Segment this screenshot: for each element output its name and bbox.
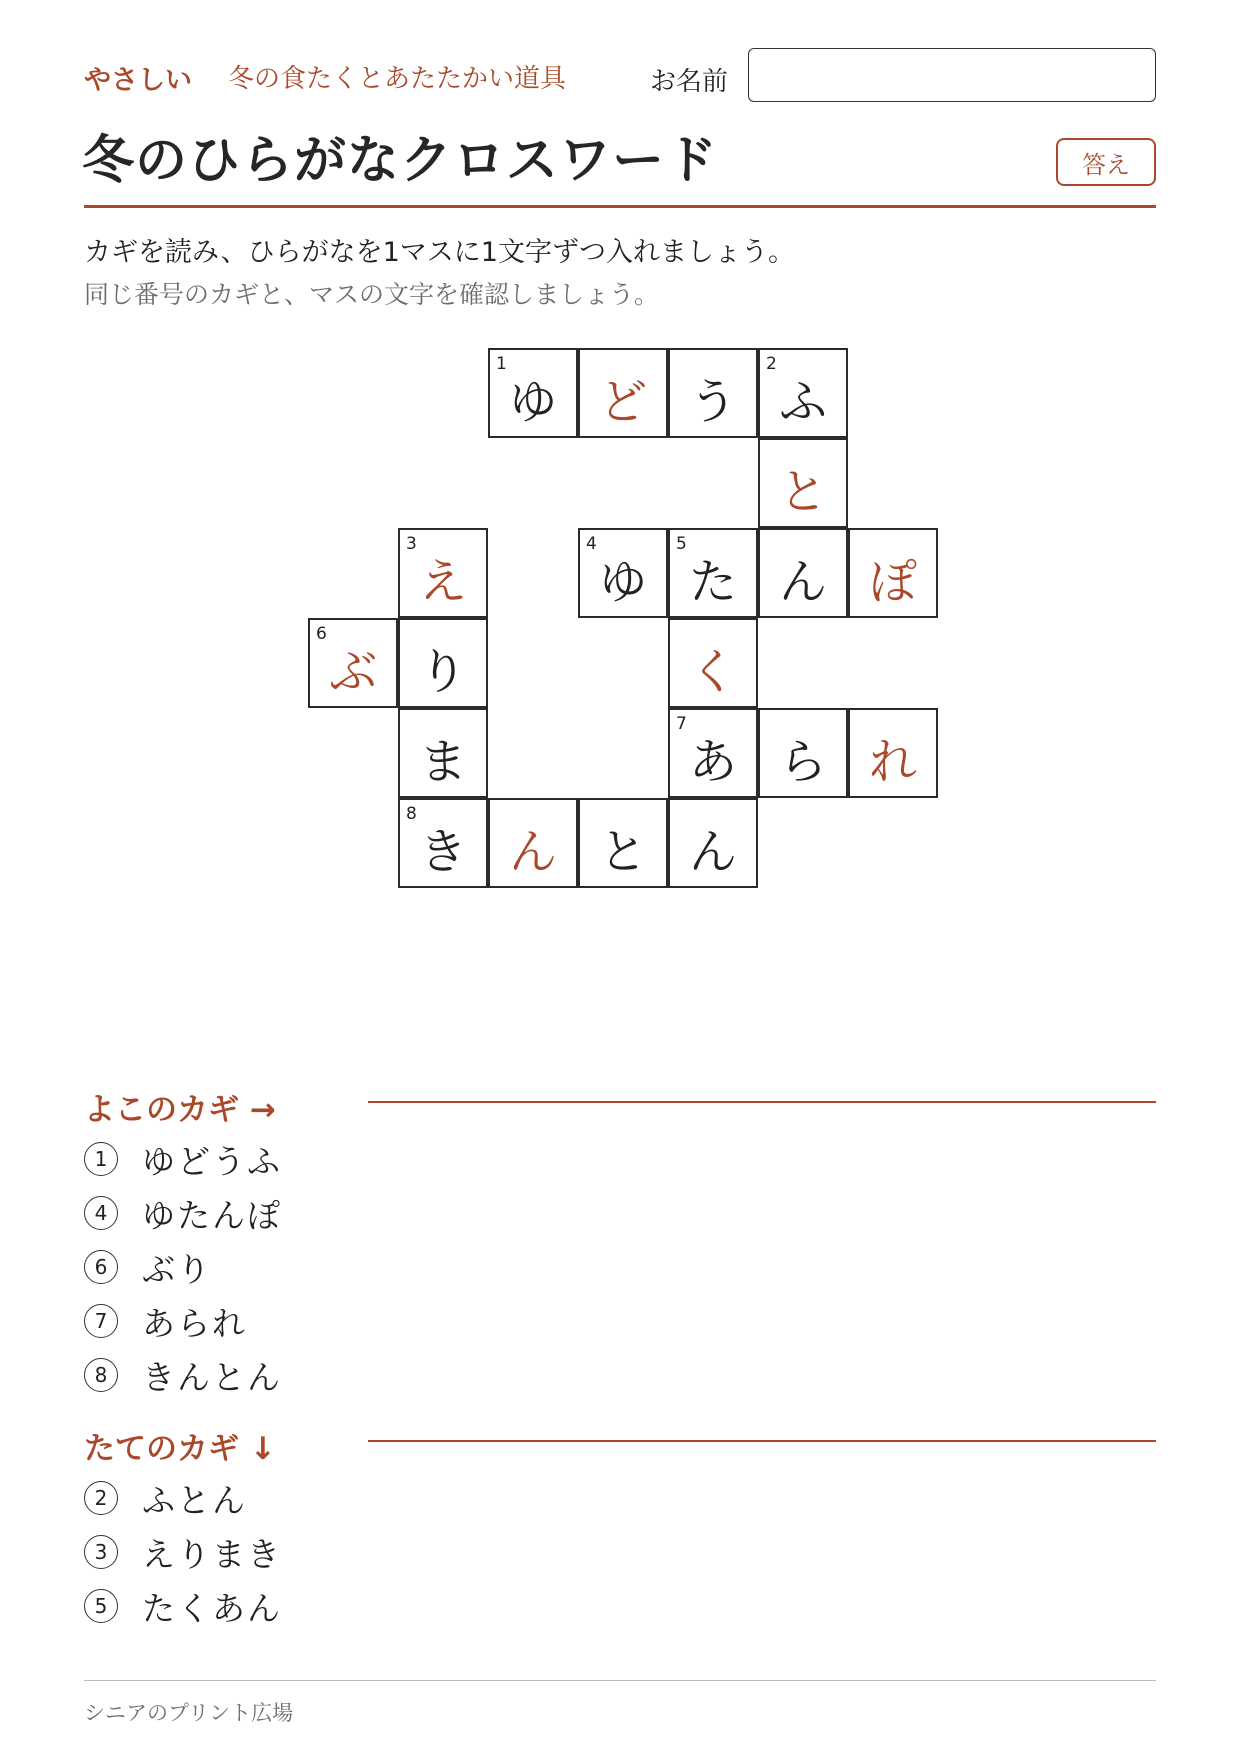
down-heading: たてのカギ ↓	[84, 1431, 276, 1467]
title-divider	[84, 205, 1156, 208]
cell-letter: り	[418, 643, 467, 700]
clue-text: ゆたんぽ	[142, 1195, 282, 1235]
grid-cell[interactable]	[668, 348, 758, 438]
across-divider	[368, 1101, 1156, 1103]
grid-cell[interactable]	[398, 618, 488, 708]
footer-brand: シニアのプリント広場	[84, 1701, 294, 1725]
grid-cell[interactable]	[758, 708, 848, 798]
clue-number-badge: 2	[84, 1481, 118, 1515]
clue-item	[84, 1351, 282, 1399]
clue-item	[84, 1189, 282, 1237]
cell-letter: ぽ	[868, 553, 917, 610]
instruction-sub: 同じ番号のカギと、マスの文字を確認しましょう。	[84, 280, 660, 309]
grid-cell[interactable]	[758, 438, 848, 528]
cell-letter: れ	[868, 733, 917, 790]
cell-letter: ら	[778, 733, 827, 790]
clue-item	[84, 1528, 282, 1576]
clue-item	[84, 1582, 282, 1630]
grid-cell[interactable]	[578, 348, 668, 438]
clue-number-badge: 6	[84, 1250, 118, 1284]
cell-letter: ゆ	[508, 373, 557, 430]
cell-number: 7	[676, 714, 687, 734]
clue-text: ふとん	[142, 1480, 247, 1520]
grid-cell[interactable]	[848, 708, 938, 798]
cell-letter: う	[688, 373, 737, 430]
clue-item	[84, 1135, 282, 1183]
clue-text: えりまき	[142, 1534, 282, 1574]
grid-cell[interactable]	[488, 348, 578, 438]
grid-cell[interactable]	[398, 708, 488, 798]
cell-letter: ふ	[778, 373, 827, 430]
grid-cell[interactable]	[668, 618, 758, 708]
cell-letter: き	[418, 823, 467, 880]
clue-number-badge: 4	[84, 1196, 118, 1230]
clue-item	[84, 1474, 247, 1522]
cell-number: 2	[766, 354, 777, 374]
grid-cell[interactable]	[308, 618, 398, 708]
cell-letter: ん	[688, 823, 737, 880]
cell-letter: く	[688, 643, 737, 700]
cell-number: 5	[676, 534, 687, 554]
clue-number-badge: 3	[84, 1535, 118, 1569]
name-label: お名前	[650, 67, 729, 97]
grid-cell[interactable]	[668, 528, 758, 618]
clue-item	[84, 1297, 247, 1345]
grid-cell[interactable]	[758, 348, 848, 438]
cell-number: 6	[316, 624, 327, 644]
across-heading: よこのカギ →	[84, 1092, 276, 1128]
page-title: 冬のひらがなクロスワード	[82, 131, 719, 191]
grid-cell[interactable]	[488, 798, 578, 888]
cell-letter: た	[688, 553, 737, 610]
cell-letter: ゆ	[598, 553, 647, 610]
cell-number: 3	[406, 534, 417, 554]
clue-number-badge: 1	[84, 1142, 118, 1176]
clue-number-badge: 7	[84, 1304, 118, 1338]
cell-letter: ん	[778, 553, 827, 610]
grid-cell[interactable]	[398, 528, 488, 618]
name-input[interactable]	[748, 48, 1156, 102]
down-divider	[368, 1440, 1156, 1442]
cell-letter: ど	[598, 373, 647, 430]
difficulty-label: やさしい	[84, 65, 192, 96]
cell-number: 8	[406, 804, 417, 824]
clue-text: ゆどうふ	[142, 1141, 282, 1181]
theme-label: 冬の食たくとあたたかい道具	[228, 64, 567, 94]
clue-item	[84, 1243, 212, 1291]
cell-number: 4	[586, 534, 597, 554]
cell-letter: ま	[418, 733, 467, 790]
clue-text: たくあん	[142, 1588, 282, 1628]
grid-cell[interactable]	[848, 528, 938, 618]
clue-text: あられ	[142, 1303, 247, 1343]
clue-text: きんとん	[142, 1357, 282, 1397]
grid-cell[interactable]	[398, 798, 488, 888]
clue-text: ぶり	[142, 1249, 212, 1289]
grid-cell[interactable]	[578, 528, 668, 618]
answer-button[interactable]: 答え	[1056, 138, 1156, 186]
cell-letter: ぶ	[328, 643, 377, 700]
cell-letter: と	[598, 823, 647, 880]
cell-letter: ん	[508, 823, 557, 880]
cell-letter: あ	[688, 733, 737, 790]
instruction-main: カギを読み、ひらがなを1マスに1文字ずつ入れましょう。	[84, 237, 795, 268]
grid-cell[interactable]	[668, 708, 758, 798]
footer-divider	[84, 1680, 1156, 1681]
grid-cell[interactable]	[758, 528, 848, 618]
grid-cell[interactable]	[578, 798, 668, 888]
grid-cell[interactable]	[668, 798, 758, 888]
cell-letter: え	[418, 553, 467, 610]
cell-letter: と	[778, 463, 827, 520]
cell-number: 1	[496, 354, 507, 374]
clue-number-badge: 5	[84, 1589, 118, 1623]
clue-number-badge: 8	[84, 1358, 118, 1392]
